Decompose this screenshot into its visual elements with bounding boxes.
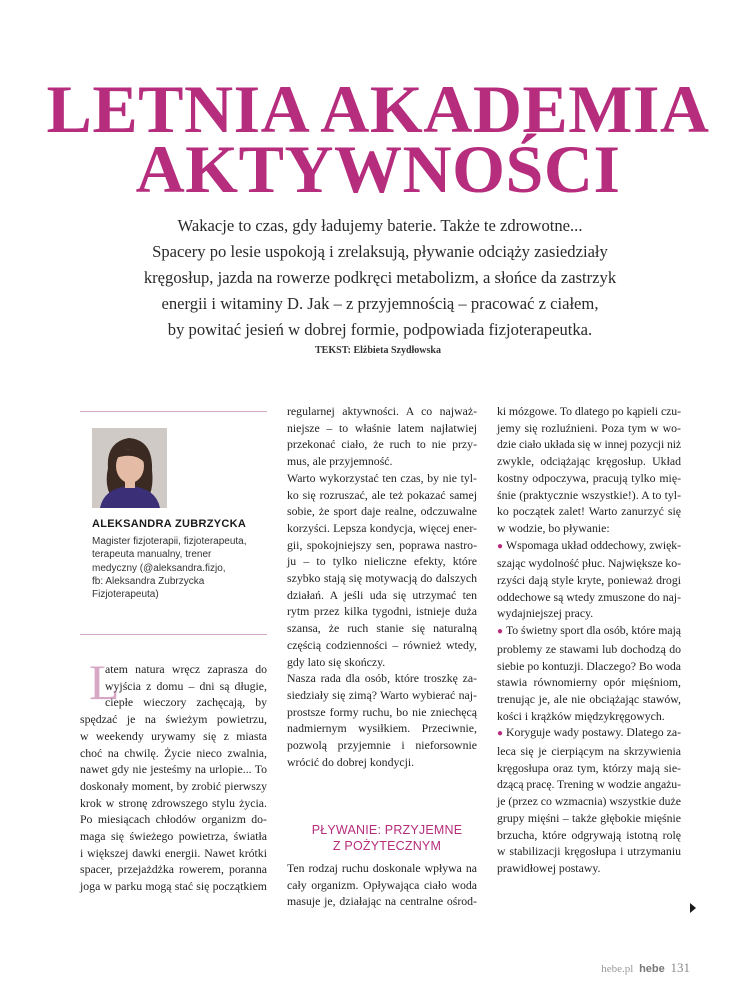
body-line: kości i krążków międzykręgowych. xyxy=(497,708,665,723)
footer-site: hebe.pl xyxy=(601,963,634,975)
body-line: ko początek zalet! Warto zanurzyć się xyxy=(497,504,681,519)
body-line: szybko stają się motywacją do dalszych xyxy=(287,571,477,586)
body-line: Po miesiącach chłodów organizm do- xyxy=(80,812,267,827)
body-line: maga się świeżego powietrza, światła xyxy=(80,829,267,844)
body-line: ko się rozruszać, ale też pokazać samej xyxy=(287,487,477,502)
lead-line: kręgosłup, jazda na rowerze podkręci metabolizm, a słońce da zastrzyk xyxy=(143,268,617,287)
author-bio-line: medyczny (@aleksandra.fizjo, xyxy=(92,562,226,574)
body-line: Ten rodzaj ruchu doskonale wpływa na xyxy=(287,861,477,875)
column-1 xyxy=(80,661,267,895)
divider xyxy=(80,634,267,635)
body-line: siedziały się zimą? Warto wybierać naj- xyxy=(287,687,477,702)
body-line: sobie, że sport daje realne, odczuwalne xyxy=(287,504,477,519)
body-line: nawet gdy nie jesteśmy na urlopie... To xyxy=(80,762,267,777)
body-line: ju – to tylko nieliczne efekty, które xyxy=(287,554,477,569)
bullet-line: ● Koryguje wady postawy. Dlatego za- xyxy=(497,725,681,740)
body-line: spędzać je na świeżym powietrzu, xyxy=(80,712,267,727)
body-line: przekonać ciało, że ruch to nie przy- xyxy=(287,437,477,452)
lead-paragraph xyxy=(130,213,630,343)
body-line: prawidłowej postawy. xyxy=(497,860,601,875)
article-title-line-1: LETNIA AKADEMIA xyxy=(46,71,710,147)
lead-line: Wakacje to czas, gdy ładujemy baterie. Także te zdrowotne... xyxy=(177,216,583,235)
body-line: cały organizm. Opływająca ciało woda xyxy=(287,877,477,892)
column-2 xyxy=(287,403,477,770)
body-line: problemy ze stawami lub dochodzą do xyxy=(497,641,681,656)
body-line: wrócić do dobrej kondycji. xyxy=(287,754,415,769)
body-line: w wodzie, bo pływanie: xyxy=(497,520,610,535)
body-line: rzyści dają style kryte, ponieważ drogi xyxy=(497,573,681,588)
body-line: częścią codzienności – również wtedy, xyxy=(287,637,477,652)
body-line: trenując je, ale nie obciążając stawów, xyxy=(497,691,681,706)
article-title-line-2: AKTYWNOŚCI xyxy=(135,131,621,207)
body-line: dzącą pracę. Trening w wodzie angażu- xyxy=(497,777,681,792)
body-line: w weekendy urywamy się z miasta xyxy=(80,728,267,743)
body-line: działań. A jeśli uda się utrzymać ten xyxy=(287,587,477,602)
body-line: kostny odpoczywa, pracują tylko mię- xyxy=(497,470,681,485)
body-line: oddechowe są wtedy zmuszone do naj- xyxy=(497,589,681,604)
bullet-icon: ● xyxy=(497,728,504,740)
author-bio-line: terapeuta manualny, trener xyxy=(92,549,212,561)
body-line: dzie ciało układa się w innej pozycji niż xyxy=(497,437,681,452)
body-line: atem natura wręcz zaprasza do xyxy=(105,662,267,676)
author-bio-line: Fizjoterapeuta) xyxy=(92,589,159,601)
body-line: w stabilizacji kręgosłupa i utrzymaniu xyxy=(497,844,681,859)
body-line: leca się je cierpiącym na skrzywienia xyxy=(497,744,681,759)
body-line: ki mózgowe. To dlatego po kąpieli czu- xyxy=(497,404,681,418)
body-line: szając wydolność płuc. Największe ko- xyxy=(497,556,681,571)
body-line: mus, ale przyjemność. xyxy=(287,454,393,469)
body-line: regularnej aktywności. A co najważ- xyxy=(287,404,477,418)
body-line: Nasza rada dla osób, które troszkę za- xyxy=(287,671,477,686)
column-3 xyxy=(497,403,681,877)
body-line: i większej dawki energii. Nawet krótki xyxy=(80,845,267,860)
section-heading-line: PŁYWANIE: PRZYJEMNE xyxy=(311,823,463,837)
body-line: masuje je, działając na centralne ośrod- xyxy=(287,894,477,909)
column-2-continued xyxy=(287,860,477,910)
portrait-image xyxy=(92,428,167,508)
divider xyxy=(80,411,267,412)
body-line: siebie po kontuzji. Dlaczego? Bo woda xyxy=(497,658,681,673)
body-line: spacer, przejażdżka rowerem, poranna xyxy=(80,862,267,877)
bullet-line: ● Wspomaga układ oddechowy, zwięk- xyxy=(497,537,681,552)
body-line: prostsze formy ruchu, bo nie zniechęcą xyxy=(287,704,477,719)
continue-arrow-icon xyxy=(690,903,696,913)
body-line: jemy się rozluźnieni. Poza tym w wo- xyxy=(497,420,681,435)
lead-line: Spacery po lesie uspokoją i zrelaksują, pływanie odciąży zasiedziały xyxy=(152,242,608,261)
body-line: ciepłe wieczory zachęcają, by xyxy=(105,695,267,710)
drop-cap: L xyxy=(89,654,120,710)
author-bio-line: fb: Aleksandra Zubrzycka xyxy=(92,575,205,587)
body-line: stawia równomierny opór mięśniom, xyxy=(497,675,681,690)
section-heading-line: Z POŻYTECZNYM xyxy=(332,839,442,853)
section-heading xyxy=(292,822,482,854)
body-line: pozwolą przyjemnie i nieforsownie xyxy=(287,738,477,753)
body-line: niejsze – to właśnie latem najłatwiej xyxy=(287,420,477,435)
footer-brand-logo: hebe xyxy=(639,963,665,975)
author-credit: TEKST: Elżbieta Szydłowska xyxy=(315,345,441,356)
body-line: kręgosłupa oraz tym, którzy mają sie- xyxy=(497,760,681,775)
body-line: szansa, że ruch stanie się naturalną xyxy=(287,621,477,636)
page-footer xyxy=(560,960,690,976)
bullet-icon: ● xyxy=(497,626,503,638)
body-line: je (przez co wzmacnia) wszystkie duże xyxy=(497,794,681,809)
bullet-line: ● To świetny sport dla osób, które mają xyxy=(497,623,681,638)
body-line: zwykle, odciążając kręgosłup. Układ xyxy=(497,454,681,469)
bullet-icon: ● xyxy=(497,540,503,552)
body-line: rytm przez kilka tygodni, istnieje duża xyxy=(287,604,477,619)
body-line: doskonały moment, by zrobić pierwszy xyxy=(80,778,267,793)
author-name: ALEKSANDRA ZUBRZYCKA xyxy=(92,518,247,530)
author-bio xyxy=(92,535,272,601)
lead-line: by powitać jesień w dobrej formie, podpowiada fizjoterapeutka. xyxy=(167,320,593,339)
body-line: wydajniejszej pracy. xyxy=(497,606,594,621)
author-photo xyxy=(92,428,167,508)
body-line: gdy lato się skończy. xyxy=(287,654,386,669)
body-line: brzucha, które odgrywają istotną rolę xyxy=(497,827,681,842)
body-line: wyjścia z domu – dni są długie, xyxy=(105,678,267,693)
body-line: choć na chwilę. Życie nieco zwalnia, xyxy=(80,745,267,760)
body-line: korzyści. Lepsza kondycja, więcej ener- xyxy=(287,520,477,535)
body-line: grupy mięśni – także głębokie mięśnie xyxy=(497,810,681,825)
body-line: krok w stronę zdrowszego stylu życia. xyxy=(80,795,267,810)
lead-line: energii i witaminy D. Jak – z przyjemnością – pracować z ciałem, xyxy=(161,294,599,313)
author-bio-line: Magister fizjoterapii, fizjoterapeuta, xyxy=(92,536,247,547)
body-line: joga w parku mogą stać się początkiem xyxy=(80,879,267,894)
body-line: gii, spokojniejszy sen, poprawa nastro- xyxy=(287,537,477,552)
page-number: 131 xyxy=(670,960,690,975)
body-line: Warto wykorzystać ten czas, by nie tyl- xyxy=(287,470,477,485)
body-line: śnie (praktycznie wszystkie!). A to tyl- xyxy=(497,487,681,502)
body-line: nadmiernym wysiłkiem. Przeciwnie, xyxy=(287,721,477,736)
